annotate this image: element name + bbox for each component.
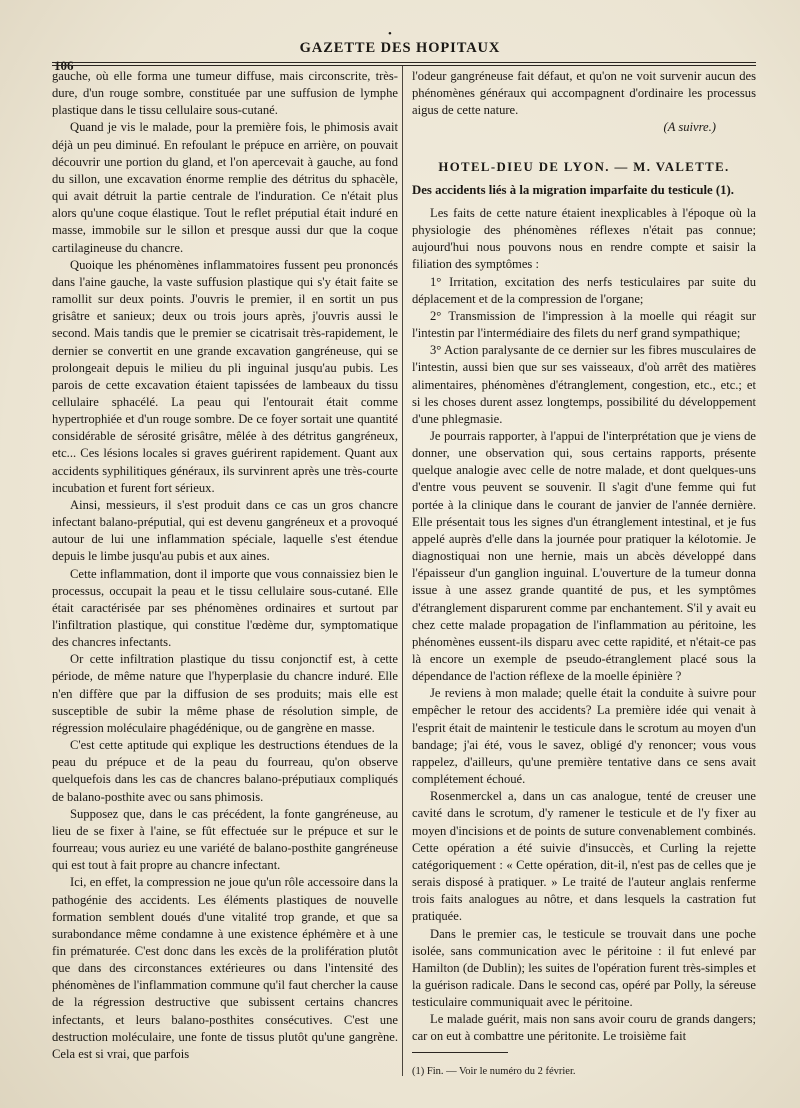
column-divider xyxy=(402,66,403,1076)
page-header xyxy=(0,0,800,73)
paragraph: Ainsi, messieurs, il s'est produit dans ce cas un gros chancre infectant balano-préputial, qui est devenu gangréneux et a provoqué autour de lui une inflammation spéciale, laquelle s'est étendue depuis le limbe jusqu'au pubis et aux aines. xyxy=(52,497,398,564)
paragraph: l'odeur gangréneuse fait défaut, et qu'on ne voit survenir aucun des phénomènes généraux qui accompagnent d'ordinaire les processus aigus de cette nature. xyxy=(412,69,756,118)
section-subtitle: Des accidents liés à la migration imparfaite du testicule (1). xyxy=(412,182,735,197)
list-item: 2° Transmission de l'impression à la moelle qui réagit sur l'intestin par l'intermédiaire des filets du nerf grand sympathique; xyxy=(412,308,756,341)
list-item: 1° Irritation, excitation des nerfs testiculaires par suite du déplacement et de la compression de l'organe; xyxy=(412,274,756,306)
section-title: HOTEL-DIEU DE LYON. — M. VALETTE. xyxy=(438,159,730,174)
paragraph: Quoique les phénomènes inflammatoires fussent peu prononcés dans l'aine gauche, la vaste suffusion plastique qui s'y était faite se ramollit sur deux points. J'ouvris le premier, il en sortit un pus grisâtre et sanieux; deux ou trois jours après, j'ouvris aussi le second. Mais tandis que le premier se cicatrisait très-rapidement, le dernier se convertit en une grande excavation gangréneuse, qui se prolongeait depuis le milieu du pli inguinal jusqu'au pubis. Les parois de cette excavation étaient tapissées de lambeaux du tissu cellulaire sphacélé. La peau qui l'entourait était comme hypertrophiée et d'un rouge sombre. De ce foyer sortait une quantité considérable de sérosité grisâtre, mêlée à des détritus gangréneux, etc... Ces lésions locales si graves guérirent rapidement. Quant aux accidents syphilitiques généraux, ils survinrent après une très-courte incubation et furent fort sérieux. xyxy=(52,257,398,495)
paragraph: Les faits de cette nature étaient inexplicables à l'époque où la physiologie des phénomènes réflexes n'était pas connue; aujourd'hui nous pouvons nous en rendre compte et saisir la filiation des symptômes : xyxy=(412,205,756,272)
paragraph: Supposez que, dans le cas précédent, la fonte gangréneuse, au lieu de se fixer à l'aine, se fût effectuée sur le prépuce et sur le fourreau; vous auriez eu une variété de balano-posthite gangréneuse qui est tout à fait propre au chancre infectant. xyxy=(52,806,398,873)
paragraph: Le malade guérit, mais non sans avoir couru de grands dangers; car on eut à combattre une péritonite. Le troisième fait xyxy=(412,1012,756,1044)
header-rule-bottom xyxy=(52,65,756,66)
list-item: 3° Action paralysante de ce dernier sur les fibres musculaires de l'intestin, aussi bien que sur ses vaisseaux, d'où arrêt des matières alimentaires, phénomènes d'étranglement, congestion, etc., etc.; et si les choses durent assez longtemps, possibilité du développement d'une phlegmasie. xyxy=(412,343,756,426)
to-be-continued: (A suivre.) xyxy=(663,120,716,135)
left-column xyxy=(52,68,398,1063)
right-column xyxy=(412,68,756,1080)
header-ornament: • xyxy=(388,28,392,40)
footnote-rule xyxy=(412,1052,508,1053)
footnote: (1) Fin. — Voir le numéro du 2 février. xyxy=(412,1065,576,1077)
paragraph: Cette inflammation, dont il importe que vous connaissiez bien le processus, occupait la peau et le tissu cellulaire sous-cutané. Elle était caractérisée par ses phénomènes ordinaires et surtout par l'infiltration plastique, qui constitue l'œdème dur, symptomatique des chancres infectants. xyxy=(52,566,398,650)
paragraph: C'est cette aptitude qui explique les destructions étendues de la peau du prépuce et de la peau du fourreau, qu'on observe quelquefois dans les cas de chancres balano-préputiaux compliqués de balano-posthite avec ou sans phimosis. xyxy=(52,738,398,804)
paragraph: Je pourrais rapporter, à l'appui de l'interprétation que je viens de donner, une observation qui, sous certains rapports, présente quelque analogie avec celle de notre malade, et dont quelques-uns d'entre vous peuvent se souvenir. Il s'agit d'une femme qui fut portée à la clinique dans le courant de janvier de l'année dernière. Elle présentait tous les signes d'un étranglement intestinal, et je fus appelé auprès d'elle dans la journée pour pratiquer la kélotomie. Je diagnostiquai non une hernie, mais un abcès développé dans l'épaisseur d'un ganglion inguinal. L'ouverture de la tumeur donna issue à une assez grande quantité de pus, et les symptômes d'étranglement disparurent comme par enchantement. S'il y avait eu chez cette malade propagation de l'inflammation au péritoine, les phénomènes eussent-ils disparu avec cette rapidité, et n'était-ce pas là encore un exemple de pseudo-étranglement placé sous la dépendance de l'action réflexe de la moelle épinière ? xyxy=(412,428,756,684)
paragraph: Ici, en effet, la compression ne joue qu'un rôle accessoire dans la pathogénie des accidents. Les éléments plastiques de nouvelle formation semblent doués d'une vitalité trop grande, et que sa surabondance même condamne à une existence éphémère et à une fin prématurée. C'est donc dans les excès de la prolifération plutôt que dans des circonstances extérieures ou dans l'intensité des phénomènes de l'inflammation commune qu'il faut chercher la cause de la régression destructive que subissent certains chancres infectants, et leurs balano-posthites consécutives. C'est une destruction moléculaire, une fonte de tissus plutôt qu'une gangrène. Cela est si vrai, que parfois xyxy=(52,875,398,1061)
paragraph: Quand je vis le malade, pour la première fois, le phimosis avait déjà un peu diminué. En refoulant le prépuce en arrière, on pouvait découvrir une portion du gland, et l'on apercevait à gauche, au fond du sillon, une excavation énorme remplie des détritus du sphacèle, qui avait détruit la partie centrale de l'induration. Ce n'était plus alors qu'une coque élastique. Tout le reflet préputial était induré en masse, immobile sur le sillon et presque aussi dur que la coque cartilagineuse du chancre. xyxy=(52,120,398,255)
paragraph: gauche, où elle forma une tumeur diffuse, mais circonscrite, très-dure, d'un rouge sombre, constituée par une suffusion de lymphe plastique dans le tissu cellulaire sous-cutané. xyxy=(52,69,398,118)
page-number: 106 xyxy=(54,58,74,73)
paragraph: Je reviens à mon malade; quelle était la conduite à suivre pour empêcher le retour des accidents? La première idée qui venait à l'esprit était de maintenir le testicule dans le scrotum au moyen d'un bandage; j'ai été, vous le savez, obligé d'y renoncer; vous vous rappelez, d'ailleurs, qu'une première tentative dans ce sens avait complétement échoué. xyxy=(412,686,756,787)
header-rule-top xyxy=(52,62,756,63)
paragraph: Or cette infiltration plastique du tissu conjonctif est, à cette période, de même nature que l'hyperplasie du chancre induré. Elle n'en diffère que par la diffusion de ses produits; mais elle est susceptible de subir la même phase de résolution simple, de régression moléculaire phagédénique, ou de gangrène en masse. xyxy=(52,652,398,735)
journal-title: GAZETTE DES HOPITAUX xyxy=(299,40,501,56)
paragraph: Dans le premier cas, le testicule se trouvait dans une poche isolée, sans communication avec le péritoine : il fut enlevé par Hamilton (de Dublin); les suites de l'opération furent très-simples et la guérison radicale. Dans le second cas, opéré par Polly, la séreuse testiculaire communiquait avec le péritoine. xyxy=(412,926,756,1010)
paragraph: Rosenmerckel a, dans un cas analogue, tenté de creuser une cavité dans le scrotum, d'y ramener le testicule et de l'y fixer au moyen d'incisions et de points de suture convenablement combinés. Cette opération a été suivie d'insuccès, et Curling la rejette catégoriquement : « Cette opération, dit-il, n'est pas de celles que je serais disposé à pratiquer. » Le traité de l'auteur anglais renferme trois faits analogues au nôtre, et dans lesquels la castration fut pratiquée. xyxy=(412,789,756,924)
